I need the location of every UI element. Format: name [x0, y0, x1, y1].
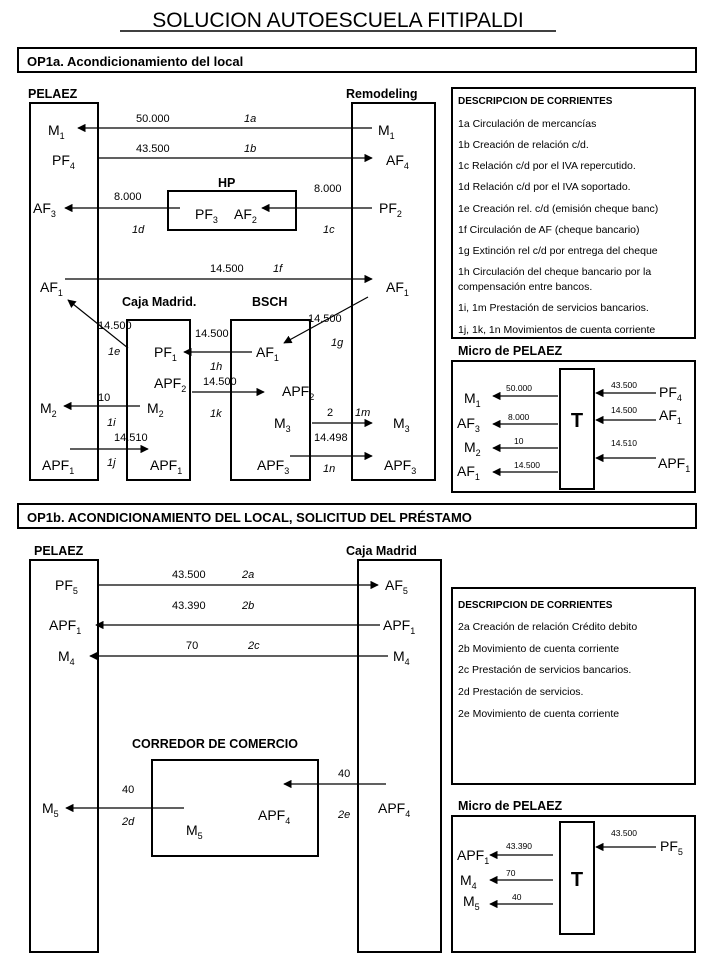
op1a-acc-c2: $APF_2$ — [154, 375, 187, 394]
op1a-micro-acc: $APF_1$ — [658, 455, 691, 474]
op1a-acc-c4: $APF_1$ — [150, 457, 183, 476]
op1b-acc-r4: $APF_4$ — [378, 800, 411, 819]
op1b-acc-r1: $AF_5$ — [385, 577, 408, 596]
op1b-code-2e: 2e — [338, 809, 351, 821]
op1a-val-1i: 10 — [98, 392, 111, 404]
op1a-micro-val: 50.000 — [506, 383, 532, 393]
op1a-val-1a: 50.000 — [136, 113, 170, 125]
op1a-val-1k: 14.500 — [203, 376, 237, 388]
op1b-desc-line: 2d Prestación de servicios. — [458, 686, 584, 698]
op1a-code-1n: 1n — [323, 463, 336, 475]
op1b-entity-corredor: CORREDOR DE COMERCIO — [132, 737, 298, 751]
op1b-acc-r2: $APF_1$ — [383, 617, 416, 636]
op1a-val-1b: 43.500 — [136, 143, 170, 155]
op1b-desc-line: 2c Prestación de servicios bancarios. — [458, 664, 632, 676]
op1b-val-2a: 43.500 — [172, 569, 206, 581]
op1a-code-1f: 1f — [273, 263, 283, 275]
op1a-acc-r2: $AF_4$ — [386, 152, 409, 171]
op1b-code-2c: 2c — [248, 640, 260, 652]
op1a-entity-remodeling: Remodeling — [346, 87, 418, 101]
op1a-code-1g: 1g — [331, 337, 344, 349]
op1a-acc-l3: $AF_3$ — [33, 200, 56, 219]
op1a-code-1b: 1b — [244, 143, 257, 155]
op1a-acc-l2: $PF_4$ — [52, 152, 75, 171]
page-title: SOLUCION AUTOESCUELA FITIPALDI — [152, 9, 524, 32]
op1b-acc-co2: $APF_4$ — [258, 807, 291, 826]
op1a-code-1d: 1d — [132, 224, 145, 236]
op1b-code-2b: 2b — [242, 600, 255, 612]
op1a-entity-hp: HP — [218, 176, 236, 190]
op1a-code-1j: 1j — [107, 457, 116, 469]
op1a-entity-pelaez: PELAEZ — [28, 87, 78, 101]
op1a-acc-l5: $M_2$ — [40, 400, 57, 419]
op1a-micro-val: 14.510 — [611, 438, 637, 448]
op1a-acc-l4: $AF_1$ — [40, 279, 63, 298]
op1a-acc-r3: $PF_2$ — [379, 200, 402, 219]
op1a-micro-acc: $M_2$ — [464, 439, 481, 458]
op1b-desc-line: 2b Movimiento de cuenta corriente — [458, 643, 620, 655]
op1b-acc-l3: $M_4$ — [58, 648, 75, 667]
op1a-header: OP1a. Acondicionamiento del local — [27, 54, 244, 69]
op1b-val-2e: 40 — [338, 768, 351, 780]
op1a-micro-title: Micro de PELAEZ — [458, 344, 563, 358]
op1a-code-1i: 1i — [107, 417, 116, 429]
op1a-micro-acc: $AF_3$ — [457, 415, 480, 434]
op1a-micro-val: 43.500 — [611, 380, 637, 390]
op1a-acc-hp2: $AF_2$ — [234, 206, 257, 225]
op1a-desc-line: 1j, 1k, 1n Movimientos de cuenta corriente — [458, 324, 656, 336]
op1a-code-1k: 1k — [210, 408, 222, 420]
op1b-acc-r3: $M_4$ — [393, 648, 410, 667]
op1a-acc-b3: $M_3$ — [274, 415, 291, 434]
op1b-header: OP1b. ACONDICIONAMIENTO DEL LOCAL, SOLICITUD DEL PRÉSTAMO — [27, 510, 472, 525]
op1a-micro-val: 14.500 — [611, 405, 637, 415]
op1b-code-2a: 2a — [242, 569, 255, 581]
op1b-desc-line: 2a Creación de relación Crédito debito — [458, 621, 638, 633]
op1b-acc-l4: $M_5$ — [42, 800, 59, 819]
op1a-code-1h: 1h — [210, 361, 223, 373]
op1a-acc-l6: $APF_1$ — [42, 457, 75, 476]
op1a-acc-l1: $M_1$ — [48, 122, 65, 141]
op1a-micro-val: 14.500 — [514, 460, 540, 470]
op1a-acc-b2: $APF_2$ — [282, 383, 315, 402]
op1b-micro-t: T — [570, 869, 584, 891]
op1a-acc-hp1: $PF_3$ — [195, 206, 218, 225]
op1b-entity-caja: Caja Madrid — [346, 544, 417, 558]
op1b-entity-pelaez: PELAEZ — [34, 544, 84, 558]
op1a-code-1c: 1c — [323, 224, 335, 236]
op1a-micro-t: T — [570, 410, 584, 432]
op1a-acc-c3: $M_2$ — [147, 400, 164, 419]
op1a-val-1f: 14.500 — [210, 263, 244, 275]
op1a-val-1h: 14.500 — [195, 328, 229, 340]
op1b-acc-l2: $APF_1$ — [49, 617, 82, 636]
op1a-micro-val: 8.000 — [508, 412, 530, 422]
op1b-val-2b: 43.390 — [172, 600, 206, 612]
op1a-desc-line: compensación entre bancos. — [458, 281, 593, 293]
op1a-val-1g: 14.500 — [308, 313, 342, 325]
op1a-micro-val: 10 — [514, 436, 524, 446]
op1a-desc-line: 1g Extinción rel c/d por entrega del cheque — [458, 245, 658, 257]
op1a-micro-acc: $PF_4$ — [659, 384, 682, 403]
op1a-desc-line: 1a Circulación de mercancías — [458, 118, 597, 130]
op1a-entity-bsch: BSCH — [252, 295, 288, 309]
op1b-micro-acc: $APF_1$ — [457, 847, 490, 866]
op1b-val-2d: 40 — [122, 784, 135, 796]
op1b-acc-co1: $M_5$ — [186, 822, 203, 841]
op1a-desc-line: 1b Creación de relación c/d. — [458, 139, 589, 151]
op1b-micro-acc: $PF_5$ — [660, 838, 683, 857]
op1b-micro-val: 70 — [506, 868, 516, 878]
op1a-acc-r6: $APF_3$ — [384, 457, 417, 476]
op1a-val-1e: 14.500 — [98, 320, 132, 332]
op1b-micro-val: 40 — [512, 892, 522, 902]
op1b-description-heading: DESCRIPCION DE CORRIENTES — [458, 600, 613, 611]
op1b-micro-val: 43.500 — [611, 828, 637, 838]
op1a-code-1e: 1e — [108, 346, 121, 358]
op1b-val-2c: 70 — [186, 640, 199, 652]
op1a-val-1d: 8.000 — [114, 191, 142, 203]
op1a-val-1n: 14.498 — [314, 432, 348, 444]
op1a-acc-c1: $PF_1$ — [154, 344, 177, 363]
op1a-val-1j: 14.510 — [114, 432, 148, 444]
op1a-micro-acc: $AF_1$ — [659, 407, 682, 426]
op1a-micro-acc: $M_1$ — [464, 390, 481, 409]
op1a-desc-line: 1h Circulación del cheque bancario por la — [458, 266, 652, 278]
op1a-acc-r4: $AF_1$ — [386, 279, 409, 298]
op1a-entity-caja: Caja Madrid. — [122, 295, 197, 309]
op1a-val-1c: 8.000 — [314, 183, 342, 195]
op1a-desc-line: 1f Circulación de AF (cheque bancario) — [458, 224, 640, 236]
op1a-micro-acc: $AF_1$ — [457, 463, 480, 482]
op1b-micro-acc: $M_4$ — [460, 872, 477, 891]
op1a-acc-b1: $AF_1$ — [256, 344, 279, 363]
op1b-micro-acc: $M_5$ — [463, 893, 480, 912]
op1a-desc-line: 1i, 1m Prestación de servicios bancarios. — [458, 302, 649, 314]
op1a-acc-r5: $M_3$ — [393, 415, 410, 434]
op1b-code-2d: 2d — [122, 816, 135, 828]
op1a-description-heading: DESCRIPCION DE CORRIENTES — [458, 96, 613, 107]
op1b-acc-l1: $PF_5$ — [55, 577, 78, 596]
op1a-val-1m: 2 — [327, 407, 334, 419]
op1a-code-1m: 1m — [355, 407, 371, 419]
op1a-acc-r1: $M_1$ — [378, 122, 395, 141]
op1a-acc-b4: $APF_3$ — [257, 457, 290, 476]
op1b-micro-val: 43.390 — [506, 841, 532, 851]
op1a-hp-box — [168, 191, 296, 230]
op1a-code-1a: 1a — [244, 113, 257, 125]
op1a-desc-line: 1c Relación c/d por el IVA repercutido. — [458, 160, 636, 172]
op1a-desc-line: 1e Creación rel. c/d (emisión cheque banc) — [458, 203, 659, 215]
op1a-desc-line: 1d Relación c/d por el IVA soportado. — [458, 181, 631, 193]
op1b-micro-title: Micro de PELAEZ — [458, 799, 563, 813]
op1b-desc-line: 2e Movimiento de cuenta corriente — [458, 708, 620, 720]
